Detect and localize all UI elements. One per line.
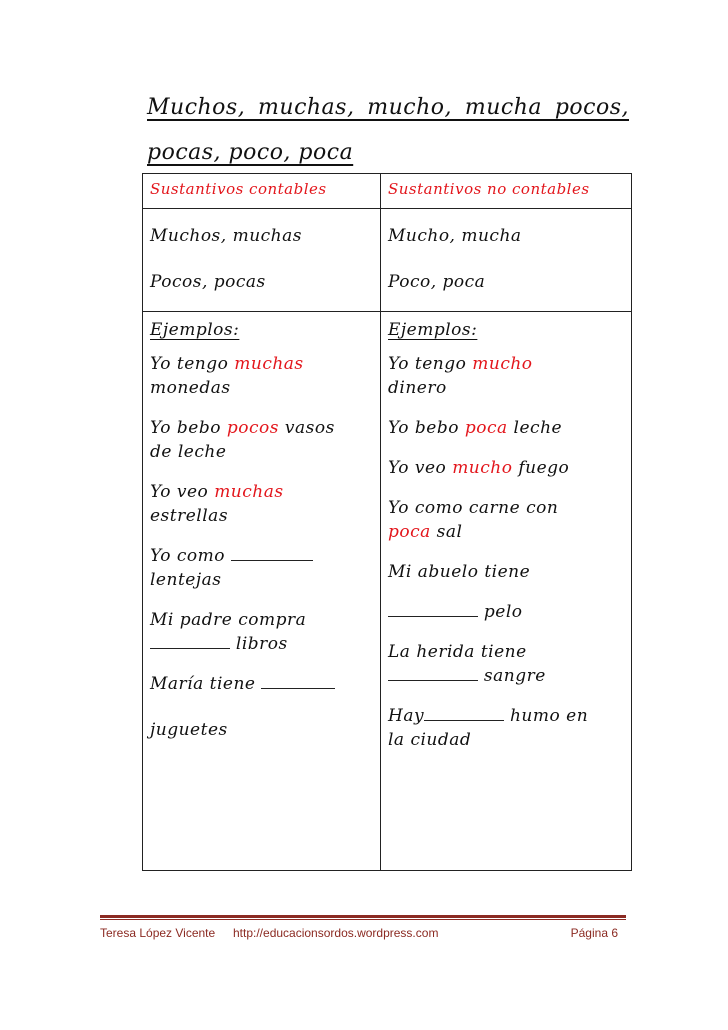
- fill-in-blank[interactable]: [424, 708, 504, 721]
- highlighted-word: muchas: [214, 482, 284, 502]
- footer-divider-thin: [100, 919, 626, 920]
- footer-divider: [100, 915, 626, 918]
- examples-cell-left: [143, 312, 381, 871]
- footer-url-link[interactable]: http://educacionsordos.wordpress.com: [233, 926, 439, 940]
- grammar-table: [142, 173, 632, 871]
- fill-in-blank[interactable]: [231, 548, 313, 561]
- fill-in-blank[interactable]: [261, 676, 335, 689]
- example-sentence: Yo bebo poca leche: [388, 418, 563, 438]
- highlighted-word: muchas: [234, 354, 304, 374]
- example-sentence: Yo tengo muchas monedas: [150, 354, 304, 398]
- table-header-row: [143, 174, 632, 209]
- title-line-2: pocas, poco, poca: [147, 140, 354, 165]
- table-examples-row: [143, 312, 632, 871]
- word-pair: Poco, poca: [388, 272, 486, 292]
- example-sentence: Yo tengo mucho dinero: [388, 354, 533, 398]
- examples-cell-right: [381, 312, 632, 871]
- fill-in-blank[interactable]: [150, 636, 230, 649]
- examples-label: Ejemplos:: [388, 320, 478, 340]
- header-uncountable: Sustantivos no contables: [388, 180, 590, 198]
- example-sentence: María tiene juguetes: [150, 672, 380, 742]
- fill-in-blank[interactable]: [388, 668, 478, 681]
- words-cell-right: [381, 209, 632, 312]
- fill-in-blank[interactable]: [388, 604, 478, 617]
- word-pair: Muchos, muchas: [150, 226, 302, 246]
- title-line-1: Muchos, muchas, mucho, mucha pocos,: [147, 95, 629, 120]
- header-cell-right: [381, 174, 632, 209]
- word-pair: Pocos, pocas: [150, 272, 266, 292]
- highlighted-word: poca: [388, 522, 431, 542]
- example-sentence: Hay humo en la ciudad: [388, 706, 589, 750]
- example-sentence: Yo como lentejas: [150, 544, 380, 592]
- footer-page-number: Página 6: [570, 926, 618, 940]
- table-words-row: [143, 209, 632, 312]
- example-sentence: Mi padre compra libros: [150, 610, 307, 654]
- highlighted-word: poca: [464, 418, 508, 438]
- footer-author: Teresa López Vicente: [100, 926, 216, 940]
- highlighted-word: mucho: [452, 458, 513, 478]
- example-sentence: Yo como carne con poca sal: [388, 498, 559, 542]
- highlighted-word: mucho: [472, 354, 533, 374]
- header-countable: Sustantivos contables: [150, 180, 327, 198]
- examples-label: Ejemplos:: [150, 320, 240, 340]
- words-cell-left: [143, 209, 381, 312]
- highlighted-word: pocos: [226, 418, 279, 438]
- example-sentence: Yo veo mucho fuego: [388, 458, 570, 478]
- header-cell-left: [143, 174, 381, 209]
- example-sentence: La herida tiene sangre: [388, 642, 546, 686]
- example-sentence: Yo veo muchas estrellas: [150, 482, 284, 526]
- example-sentence: Yo bebo pocos vasos de leche: [150, 418, 335, 462]
- example-sentence: Mi abuelo tiene pelo: [388, 562, 531, 622]
- worksheet-title: [147, 85, 629, 175]
- word-pair: Mucho, mucha: [388, 226, 522, 246]
